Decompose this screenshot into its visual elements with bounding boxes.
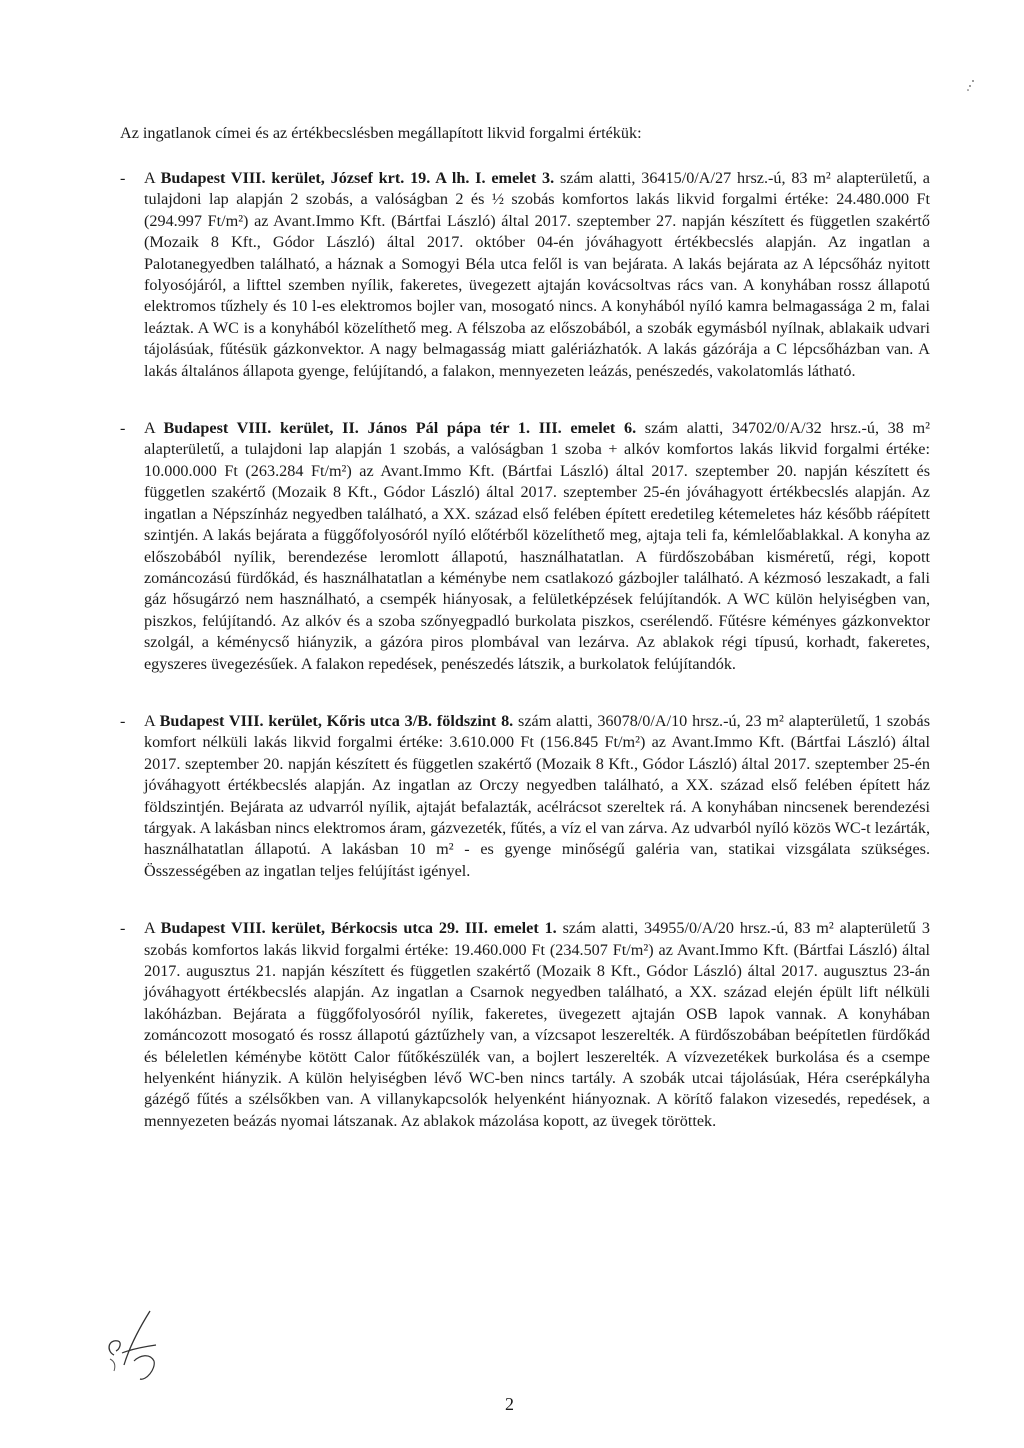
property-entry-janos-pal-papa-ter [120,418,930,675]
property-description: szám alatti, 34702/0/A/32 hrsz.-ú, 38 m² alapterületű, a tulajdoni lap alapján 1 szobás, a valóságban 1 szoba + alkóv komfortos lakás likvid forgalmi értéke: 10.000.000 Ft (263.284 Ft/m²) az Avant.Immo Kft. (Bártfai László) által 2017. szeptember 20. napján készített és független szakértő (Mozaik 8 Kft., Gódor László) által 2017. szeptember 25-én jóváhagyott értékbecslés alapján. Az ingatlan a Népszínház negyedben található, a XX. század első felében épített eredetileg kétemeletes ház később ráépített szintjén. A lakás bejárata a függőfolyosóról nyíló előtérből közelíthető meg, ajtaja teli fa, kémlelőablakkal. A konyha az előszobából nyílik, berendezése leromlott állapotú, használhatatlan. A fürdőszobában kisméretű, régi, kopott zománcozású fürdőkád, és használhatatlan a kéménybe nem csatlakozó gázbojler található. A kézmosó leszakadt, a fali gáz hősugárzó nem használható, a csempék hiányosak, a felületképzések felújítandók. A WC külön helyiségben van, piszkos, felújítandó. Az alkóv és a szoba szőnyegpadló burkolata piszkos, cserélendő. Fűtésre kéményes gázkonvektor szolgál, a kéménycső hiányzik, a gázóra piros plombával van lezárva. Az ablakok régi típusú, korhadt, fakeretes, egyszeres üvegezésűek. A falakon repedések, penészedés látszik, a burkolatok felújítandók. [144,419,930,673]
list-dash: - [120,169,126,187]
property-address: Budapest VIII. kerület, II. János Pál pápa tér 1. III. emelet 6. [163,419,637,438]
property-address: Budapest VIII. kerület, Bérkocsis utca 29. III. emelet 1. [160,919,557,938]
entry-prefix: A [144,169,161,187]
corner-mark [966,78,976,92]
entry-text [144,168,930,382]
entry-text [144,711,930,882]
entry-prefix: A [144,419,164,438]
list-dash: - [120,419,126,438]
list-dash: - [120,919,126,938]
property-address: Budapest VIII. kerület, Kőris utca 3/B. földszint 8. [159,711,514,730]
entry-text [144,918,930,1132]
entry-text [144,418,930,675]
property-address: Budapest VIII. kerület, József krt. 19. A lh. I. emelet 3. [160,169,555,187]
property-description: szám alatti, 36078/0/A/10 hrsz.-ú, 23 m² alapterületű, 1 szobás komfort nélküli lakás likvid forgalmi értéke: 3.610.000 Ft (156.845 Ft/m²) az Avant.Immo Kft. (Bártfai László) által 2017. szeptember 20. napján készített és független szakértő (Mozaik 8 Kft., Gódor László) által 2017. szeptember 25-én jóváhagyott értékbecslés alapján. Az ingatlan az Orczy negyedben található, a XX. század első felében épített ház földszintjén. Bejárata az udvarról nyílik, ajtaját befalazták, acélrácsot szereltek rá. A konyhában nincsenek berendezési tárgyak. A lakásban nincs elektromos áram, gázvezeték, fűtés, a víz el van zárva. Az udvarból nyíló közös WC-t lezárták, használhatatlan állapotú. A lakásban 10 m² - es gyenge minőségű galéria van, statikai vizsgálata szükséges. Összességében az ingatlan teljes felújítást igényel. [144,711,931,880]
list-dash: - [120,711,126,730]
property-list [120,168,930,1168]
page-number: 2 [505,1394,514,1414]
handwritten-signature [100,1305,180,1385]
property-entry-berkocsis-utca [120,918,930,1132]
entry-prefix: A [144,711,160,730]
property-description: szám alatti, 34955/0/A/20 hrsz.-ú, 83 m² alapterületű 3 szobás komfortos lakás likvid forgalmi értéke: 19.460.000 Ft (234.507 Ft/m²) az Avant.Immo Kft. (Bártfai László) által 2017. augusztus 21. napján készített és független szakértő (Mozaik 8 Kft., Gódor László) által 2017. augusztus 23-án jóváhagyott értékbecslés alapján. Az ingatlan a Csarnok negyedben található, a XX. század elején épült lift nélküli lakóházban. Bejárata a függőfolyosóról nyílik, fakeretes, üvegezett ajtaján OSB lapok vannak. A konyhában zománcozott mosogató és rossz állapotú gáztűzhely van, a vízcsapot leszerelték. A fürdőszobában beépítetlen fürdőkád és béleletlen kéménybe kötött Calor fűtőkészülék van, a bojlert leszerelték. A vízvezetékek burkolása és a csempe helyenként hiányzik. A külön helyiségben lévő WC-ben nincs tartály. A szobák utcai tájolásúak, Héra cserépkályha gázégő fűtés a szélsőkben van. A villanykapcsolók helyenként hiányoznak. A körítő falakon vizesedés, repedések, a mennyezeten beázás nyomai látszanak. Az ablakok mázolása kopott, az üvegek töröttek. [144,919,930,1130]
intro-text: Az ingatlanok címei és az értékbecslésben megállapított likvid forgalmi értékük: [120,124,642,142]
entry-prefix: A [144,919,161,938]
property-entry-jozsef-krt [120,168,930,382]
property-entry-koris-utca [120,711,930,882]
property-description: szám alatti, 36415/0/A/27 hrsz.-ú, 83 m² alapterületű, a tulajdoni lap alapján 2 szobás, a valóságban 2 és ½ szobás komfortos lakás likvid forgalmi értéke: 24.480.000 Ft (294.997 Ft/m²) az Avant.Immo Kft. (Bártfai László) által 2017. szeptember 27. napján készített és független szakértő (Mozaik 8 Kft., Gódor László) által 2017. október 04-én jóváhagyott értékbecslés alapján. Az ingatlan a Palotanegyedben található, a háznak a Somogyi Béla utca felől is van bejárata. A lakás bejárata az A lépcsőház nyitott folyosójáról, a lifttel szemben nyílik, fakeretes, üvegezett ajtaján kovácsoltvas rács van. A konyhában rossz állapotú elektromos tűzhely és 10 l-es elektromos bojler van, mosogató nincs. A konyhából nyíló kamra belmagassága 2 m, falai leáztak. A WC is a konyhából közelíthető meg. A félszoba az előszobából, a szobák egymásból nyílnak, ablakaik udvari tájolásúak, fűtésük gázkonvektor. A nagy belmagasság miatt galériázhatók. A lakás gázórája a C lépcsőházban van. A lakás általános állapota gyenge, felújítandó, a falakon, mennyezeten leázás, penészedés, vakolatomlás látható. [144,169,930,380]
